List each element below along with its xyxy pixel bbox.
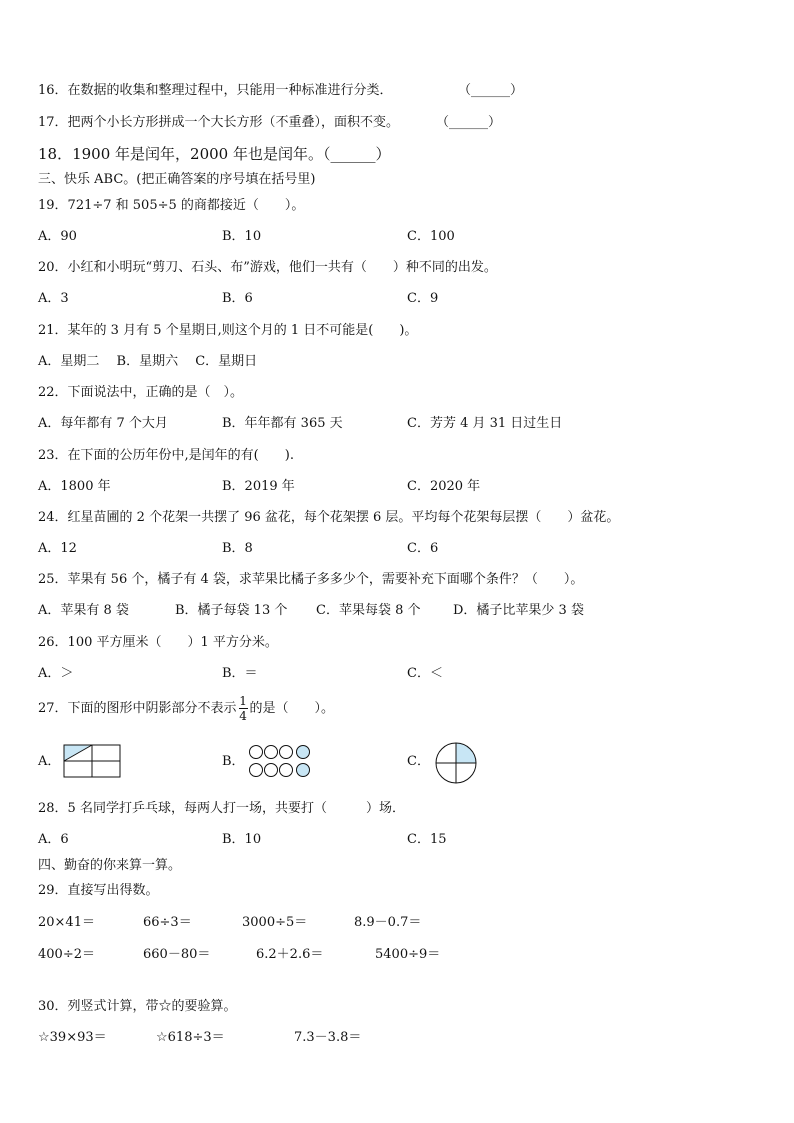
question-20-text: 20．小红和小明玩“剪刀、石头、布”游戏，他们一共有（ ）种不同的出发。 <box>38 260 497 275</box>
section-4-heading: 四、勤奋的你来算一算。 <box>38 858 182 873</box>
question-27-option-c[interactable]: C． <box>407 754 430 769</box>
question-22-option-c[interactable]: C．芳芳 4 月 31 日过生日 <box>407 416 563 431</box>
question-19-option-c[interactable]: C．100 <box>407 229 455 244</box>
figure-b-circles[interactable] <box>247 743 315 779</box>
calc-item[interactable]: 3000÷5＝ <box>242 915 308 930</box>
figure-a-rectangle[interactable] <box>63 744 121 778</box>
question-27-suffix: 的是（ ）。 <box>249 701 335 716</box>
calc-item[interactable]: 8.9－0.7＝ <box>354 915 422 930</box>
calc-item[interactable]: 400÷2＝ <box>38 947 95 962</box>
question-28-option-b[interactable]: B．10 <box>222 832 262 847</box>
question-18 <box>38 145 391 163</box>
fraction-denominator: 4 <box>239 709 247 723</box>
question-25-option-a[interactable]: A．苹果有 8 袋 <box>38 603 129 618</box>
question-24-text: 24．红星苗圃的 2 个花架一共摆了 96 盆花，每个花架摆 6 层。平均每个花架每层摆（ ）盆花。 <box>38 510 620 525</box>
question-16 <box>38 82 524 100</box>
fraction-numerator: 1 <box>239 694 247 708</box>
question-20-option-b[interactable]: B．6 <box>222 291 253 306</box>
question-27-option-a[interactable]: A． <box>38 754 61 769</box>
vertical-calc-item[interactable]: ☆39×93＝ <box>38 1030 107 1045</box>
question-26-text: 26．100 平方厘米（ ）1 平方分米。 <box>38 635 278 650</box>
question-21-text: 21．某年的 3 月有 5 个星期日,则这个月的 1 日不可能是( )。 <box>38 323 418 338</box>
calc-item[interactable]: 5400÷9＝ <box>375 947 441 962</box>
question-24-option-a[interactable]: A．12 <box>38 541 77 556</box>
question-25-option-c[interactable]: C．苹果每袋 8 个 <box>316 603 421 618</box>
question-28-option-c[interactable]: C．15 <box>407 832 447 847</box>
question-19-option-b[interactable]: B．10 <box>222 229 262 244</box>
calc-item[interactable]: 660－80＝ <box>143 947 211 962</box>
question-16-blank[interactable]: （______） <box>458 83 524 98</box>
figure-c-circle[interactable] <box>434 741 478 785</box>
vertical-calc-item[interactable]: 7.3－3.8＝ <box>294 1030 362 1045</box>
question-26-option-a[interactable]: A．＞ <box>38 666 74 681</box>
question-27-text <box>38 694 334 724</box>
question-25-option-d[interactable]: D．橘子比苹果少 3 袋 <box>453 603 584 618</box>
question-26-option-c[interactable]: C．＜ <box>407 666 443 681</box>
vertical-calc-item[interactable]: ☆618÷3＝ <box>156 1030 225 1045</box>
question-26-option-b[interactable]: B．＝ <box>222 666 258 681</box>
question-19-option-a[interactable]: A．90 <box>38 229 77 244</box>
question-22-text: 22．下面说法中，正确的是（ ）。 <box>38 385 244 400</box>
question-18-text: 18．1900 年是闰年，2000 年也是闰年。 <box>38 145 323 163</box>
question-17 <box>38 114 502 132</box>
question-23-option-c[interactable]: C．2020 年 <box>407 479 481 494</box>
calc-item[interactable]: 66÷3＝ <box>143 915 192 930</box>
question-24-option-b[interactable]: B．8 <box>222 541 253 556</box>
question-16-text: 16．在数据的收集和整理过程中，只能用一种标准进行分类． <box>38 83 393 98</box>
question-22-option-b[interactable]: B．年年都有 365 天 <box>222 416 343 431</box>
question-25-option-b[interactable]: B．橘子每袋 13 个 <box>175 603 288 618</box>
question-22-option-a[interactable]: A．每年都有 7 个大月 <box>38 416 168 431</box>
question-19-text: 19．721÷7 和 505÷5 的商都接近（ ）。 <box>38 198 305 213</box>
question-18-blank[interactable]: （______） <box>322 145 391 163</box>
question-23-text: 23．在下面的公历年份中,是闰年的有( ). <box>38 448 294 463</box>
question-28-option-a[interactable]: A．6 <box>38 832 69 847</box>
question-30-text: 30．列竖式计算，带☆的要验算。 <box>38 999 237 1014</box>
question-17-blank[interactable]: （______） <box>436 115 502 130</box>
question-25-text: 25．苹果有 56 个，橘子有 4 袋，求苹果比橘子多多少个，需要补充下面哪个条件？（ ）。 <box>38 572 584 587</box>
calc-item[interactable]: 20×41＝ <box>38 915 95 930</box>
question-23-option-a[interactable]: A．1800 年 <box>38 479 111 494</box>
section-3-heading: 三、快乐 ABC。(把正确答案的序号填在括号里) <box>38 172 316 187</box>
question-23-option-b[interactable]: B．2019 年 <box>222 479 295 494</box>
question-29-text: 29．直接写出得数。 <box>38 883 159 898</box>
question-17-text: 17．把两个小长方形拼成一个大长方形（不重叠），面积不变。 <box>38 115 400 130</box>
calc-item[interactable]: 6.2＋2.6＝ <box>256 947 324 962</box>
question-21-options[interactable]: A．星期二 B．星期六 C．星期日 <box>38 354 258 369</box>
question-20-option-c[interactable]: C．9 <box>407 291 439 306</box>
question-28-text: 28．5 名同学打乒乓球，每两人打一场，共要打（ ）场． <box>38 801 405 816</box>
question-27-option-b[interactable]: B． <box>222 754 245 769</box>
question-24-option-c[interactable]: C．6 <box>407 541 439 556</box>
question-27-prefix: 27．下面的图形中阴影部分不表示 <box>38 701 237 716</box>
question-20-option-a[interactable]: A．3 <box>38 291 69 306</box>
fraction-one-quarter <box>239 695 248 722</box>
